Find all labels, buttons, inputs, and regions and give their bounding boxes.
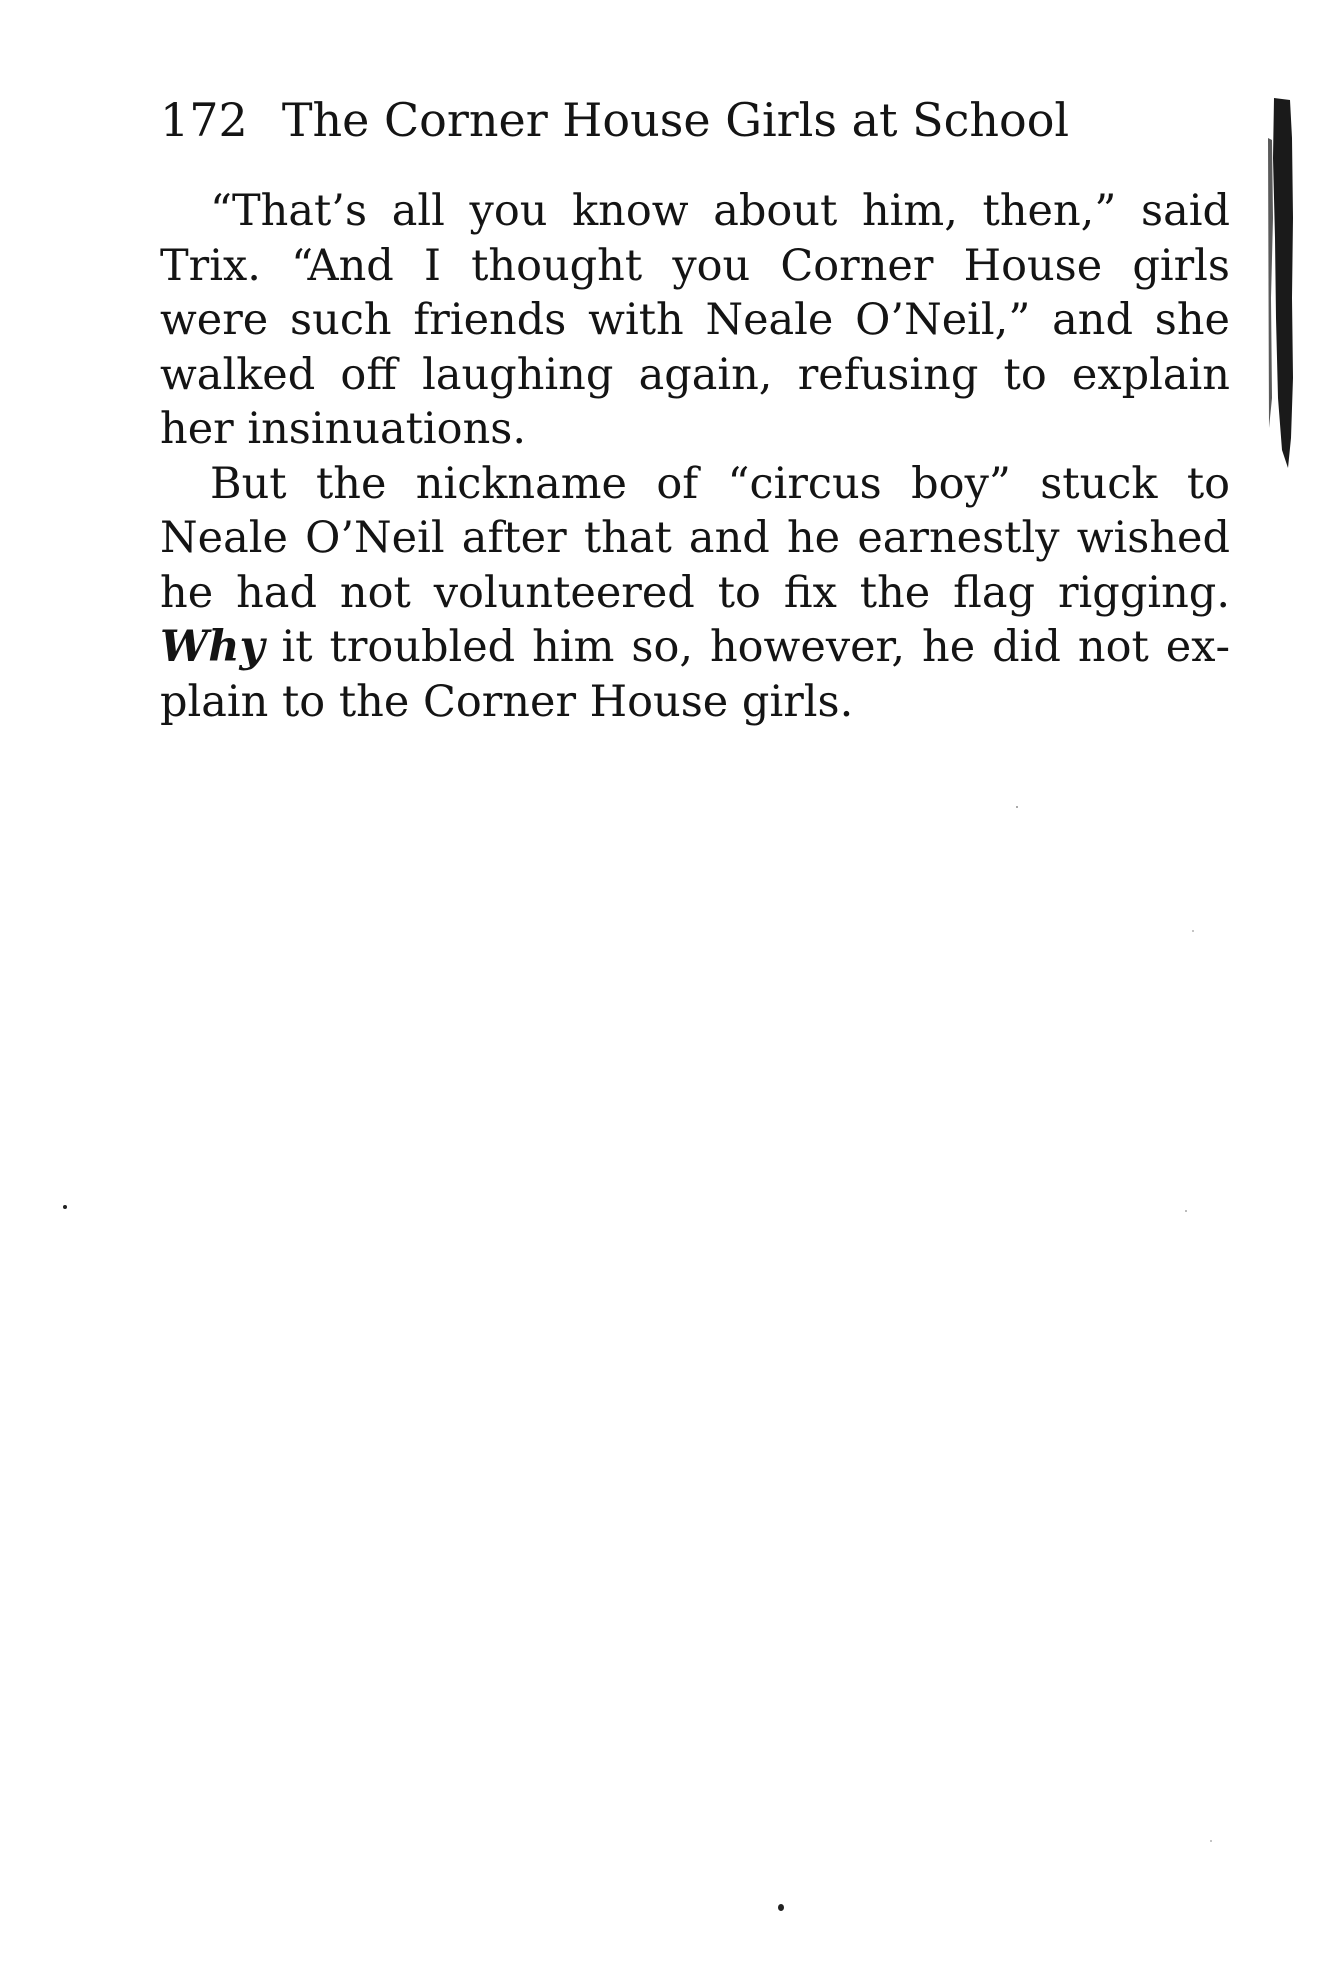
body-text xyxy=(160,184,1230,729)
scan-speck xyxy=(63,1205,67,1209)
paragraph-text: it troubled him so, however, he did not explain to the Corner House girls. xyxy=(160,622,1230,727)
running-head xyxy=(160,92,1240,148)
scan-speck xyxy=(1185,1210,1187,1212)
paragraph-text: But the nickname of “circus boy” stuck to Neale O’Neil after that and he earnestly wished he had not volunteered to fix the flag rigging. xyxy=(160,458,1230,618)
book-title: The Corner House Girls at School xyxy=(281,93,1070,147)
binding-shadow xyxy=(1268,98,1294,468)
scan-speck xyxy=(1192,930,1194,932)
page-number: 172 xyxy=(160,93,248,147)
scan-speck xyxy=(778,1904,784,1911)
scan-speck xyxy=(1016,806,1018,808)
paragraph: “That’s all you know about him, then,” said Trix. “And I thought you Corner House girls were such friends with Neale O’Neil,” and she walked off laughing again, refusing to explain her insinuations. xyxy=(160,186,1230,454)
emphasized-word: Why xyxy=(160,622,265,672)
scan-speck xyxy=(1210,1840,1212,1842)
paragraph xyxy=(160,457,1230,730)
